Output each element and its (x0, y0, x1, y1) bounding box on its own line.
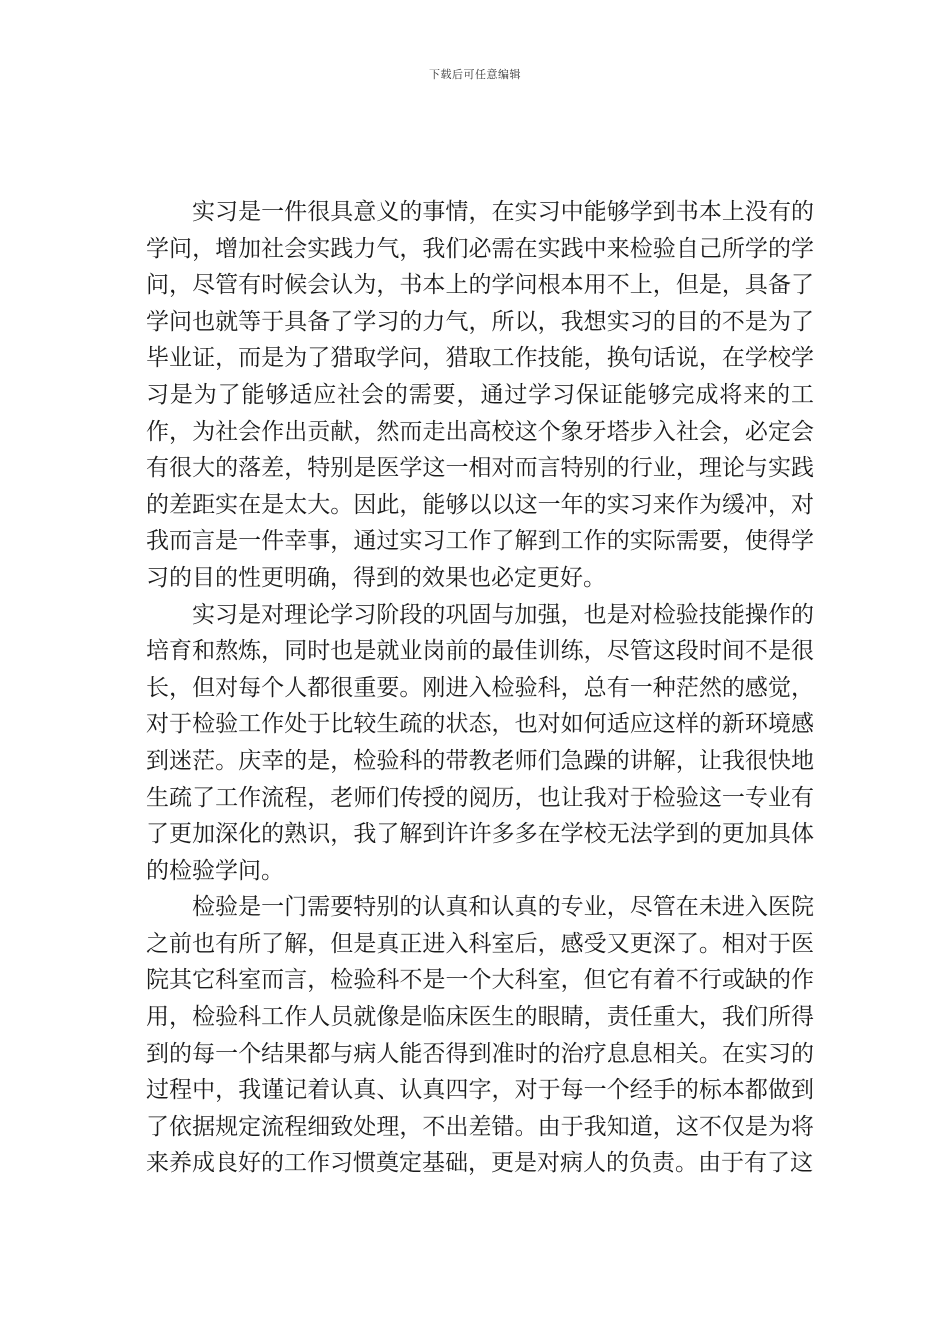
paragraph-3: 检验是一门需要特别的认真和认真的专业，尽管在未进入医院之前也有所了解，但是真正进入科室后，感受又更深了。相对于医院其它科室而言，检验科不是一个大科室，但它有着不行或缺的作用，检验科工作人员就像是临床医生的眼睛，责任重大，我们所得到的每一个结果都与病人能否得到准时的治疗息息相关。在实习的过程中，我谨记着认真、认真四字，对于每一个经手的标本都做到了依据规定流程细致处理，不出差错。由于我知道，这不仅是为将来养成良好的工作习惯奠定基础，更是对病人的负责。由于有了这 (146, 894, 814, 1177)
paragraph-2: 实习是对理论学习阶段的巩固与加强，也是对检验技能操作的培育和熬炼，同时也是就业岗前的最佳训练，尽管这段时间不是很长，但对每个人都很重要。刚进入检验科，总有一种茫然的感觉，对于检验工作处于比较生疏的状态，也对如何适应这样的新环境感到迷茫。庆幸的是，检验科的带教老师们急躁的讲解，让我很快地生疏了工作流程，老师们传授的阅历，也让我对于检验这一专业有了更加深化的熟识，我了解到许许多多在学校无法学到的更加具体的检验学问。 (146, 601, 814, 884)
document-body (146, 194, 814, 1182)
page-header-note: 下载后可任意编辑 (429, 68, 521, 81)
paragraph-1: 实习是一件很具意义的事情，在实习中能够学到书本上没有的学问，增加社会实践力气，我们必需在实践中来检验自己所学的学问，尽管有时候会认为，书本上的学问根本用不上，但是，具备了学问也就等于具备了学习的力气，所以，我想实习的目的不是为了毕业证，而是为了猎取学问，猎取工作技能，换句话说，在学校学习是为了能够适应社会的需要，通过学习保证能够完成将来的工作，为社会作出贡献，然而走出高校这个象牙塔步入社会，必定会有很大的落差，特别是医学这一相对而言特别的行业，理论与实践的差距实在是太大。因此，能够以以这一年的实习来作为缓冲，对我而言是一件幸事，通过实习工作了解到工作的实际需要，使得学习的目的性更明确，得到的效果也必定更好。 (146, 199, 814, 591)
